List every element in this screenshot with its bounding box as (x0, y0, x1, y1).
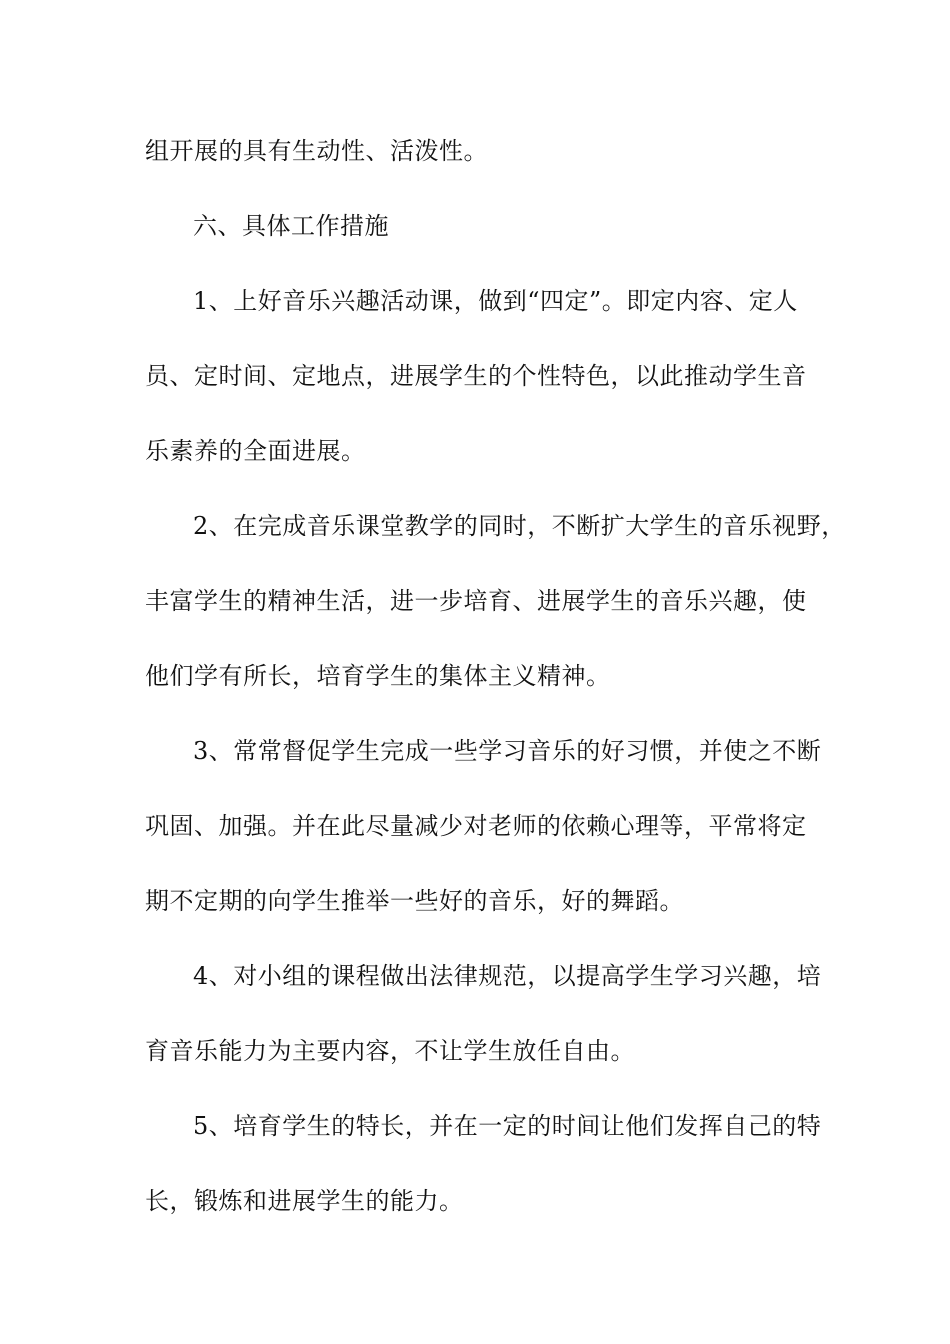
paragraph-4-line-1: 4、对小组的课程做出法律规范，以提高学生学习兴趣，培 (193, 962, 822, 990)
text-line-continuation: 组开展的具有生动性、活泼性。 (145, 137, 488, 165)
paragraph-2-line-3: 他们学有所长，培育学生的集体主义精神。 (145, 662, 611, 690)
paragraph-3-line-2: 巩固、加强。并在此尽量减少对老师的依赖心理等，平常将定 (145, 812, 807, 840)
paragraph-5-line-2: 长，锻炼和进展学生的能力。 (145, 1187, 464, 1215)
section-heading: 六、具体工作措施 (193, 212, 389, 240)
paragraph-4-line-2: 育音乐能力为主要内容，不让学生放任自由。 (145, 1037, 635, 1065)
paragraph-5-line-1: 5、培育学生的特长，并在一定的时间让他们发挥自己的特 (193, 1112, 822, 1140)
paragraph-1-line-2: 员、定时间、定地点，进展学生的个性特色，以此推动学生音 (145, 362, 807, 390)
paragraph-1-line-3: 乐素养的全面进展。 (145, 437, 366, 465)
paragraph-1-line-1: 1、上好音乐兴趣活动课，做到“四定”。即定内容、定人 (193, 287, 798, 315)
paragraph-2-line-1: 2、在完成音乐课堂教学的同时，不断扩大学生的音乐视野， (193, 512, 846, 540)
paragraph-3-line-3: 期不定期的向学生推举一些好的音乐，好的舞蹈。 (145, 887, 684, 915)
paragraph-3-line-1: 3、常常督促学生完成一些学习音乐的好习惯，并使之不断 (193, 737, 822, 765)
paragraph-2-line-2: 丰富学生的精神生活，进一步培育、进展学生的音乐兴趣，使 (145, 587, 807, 615)
